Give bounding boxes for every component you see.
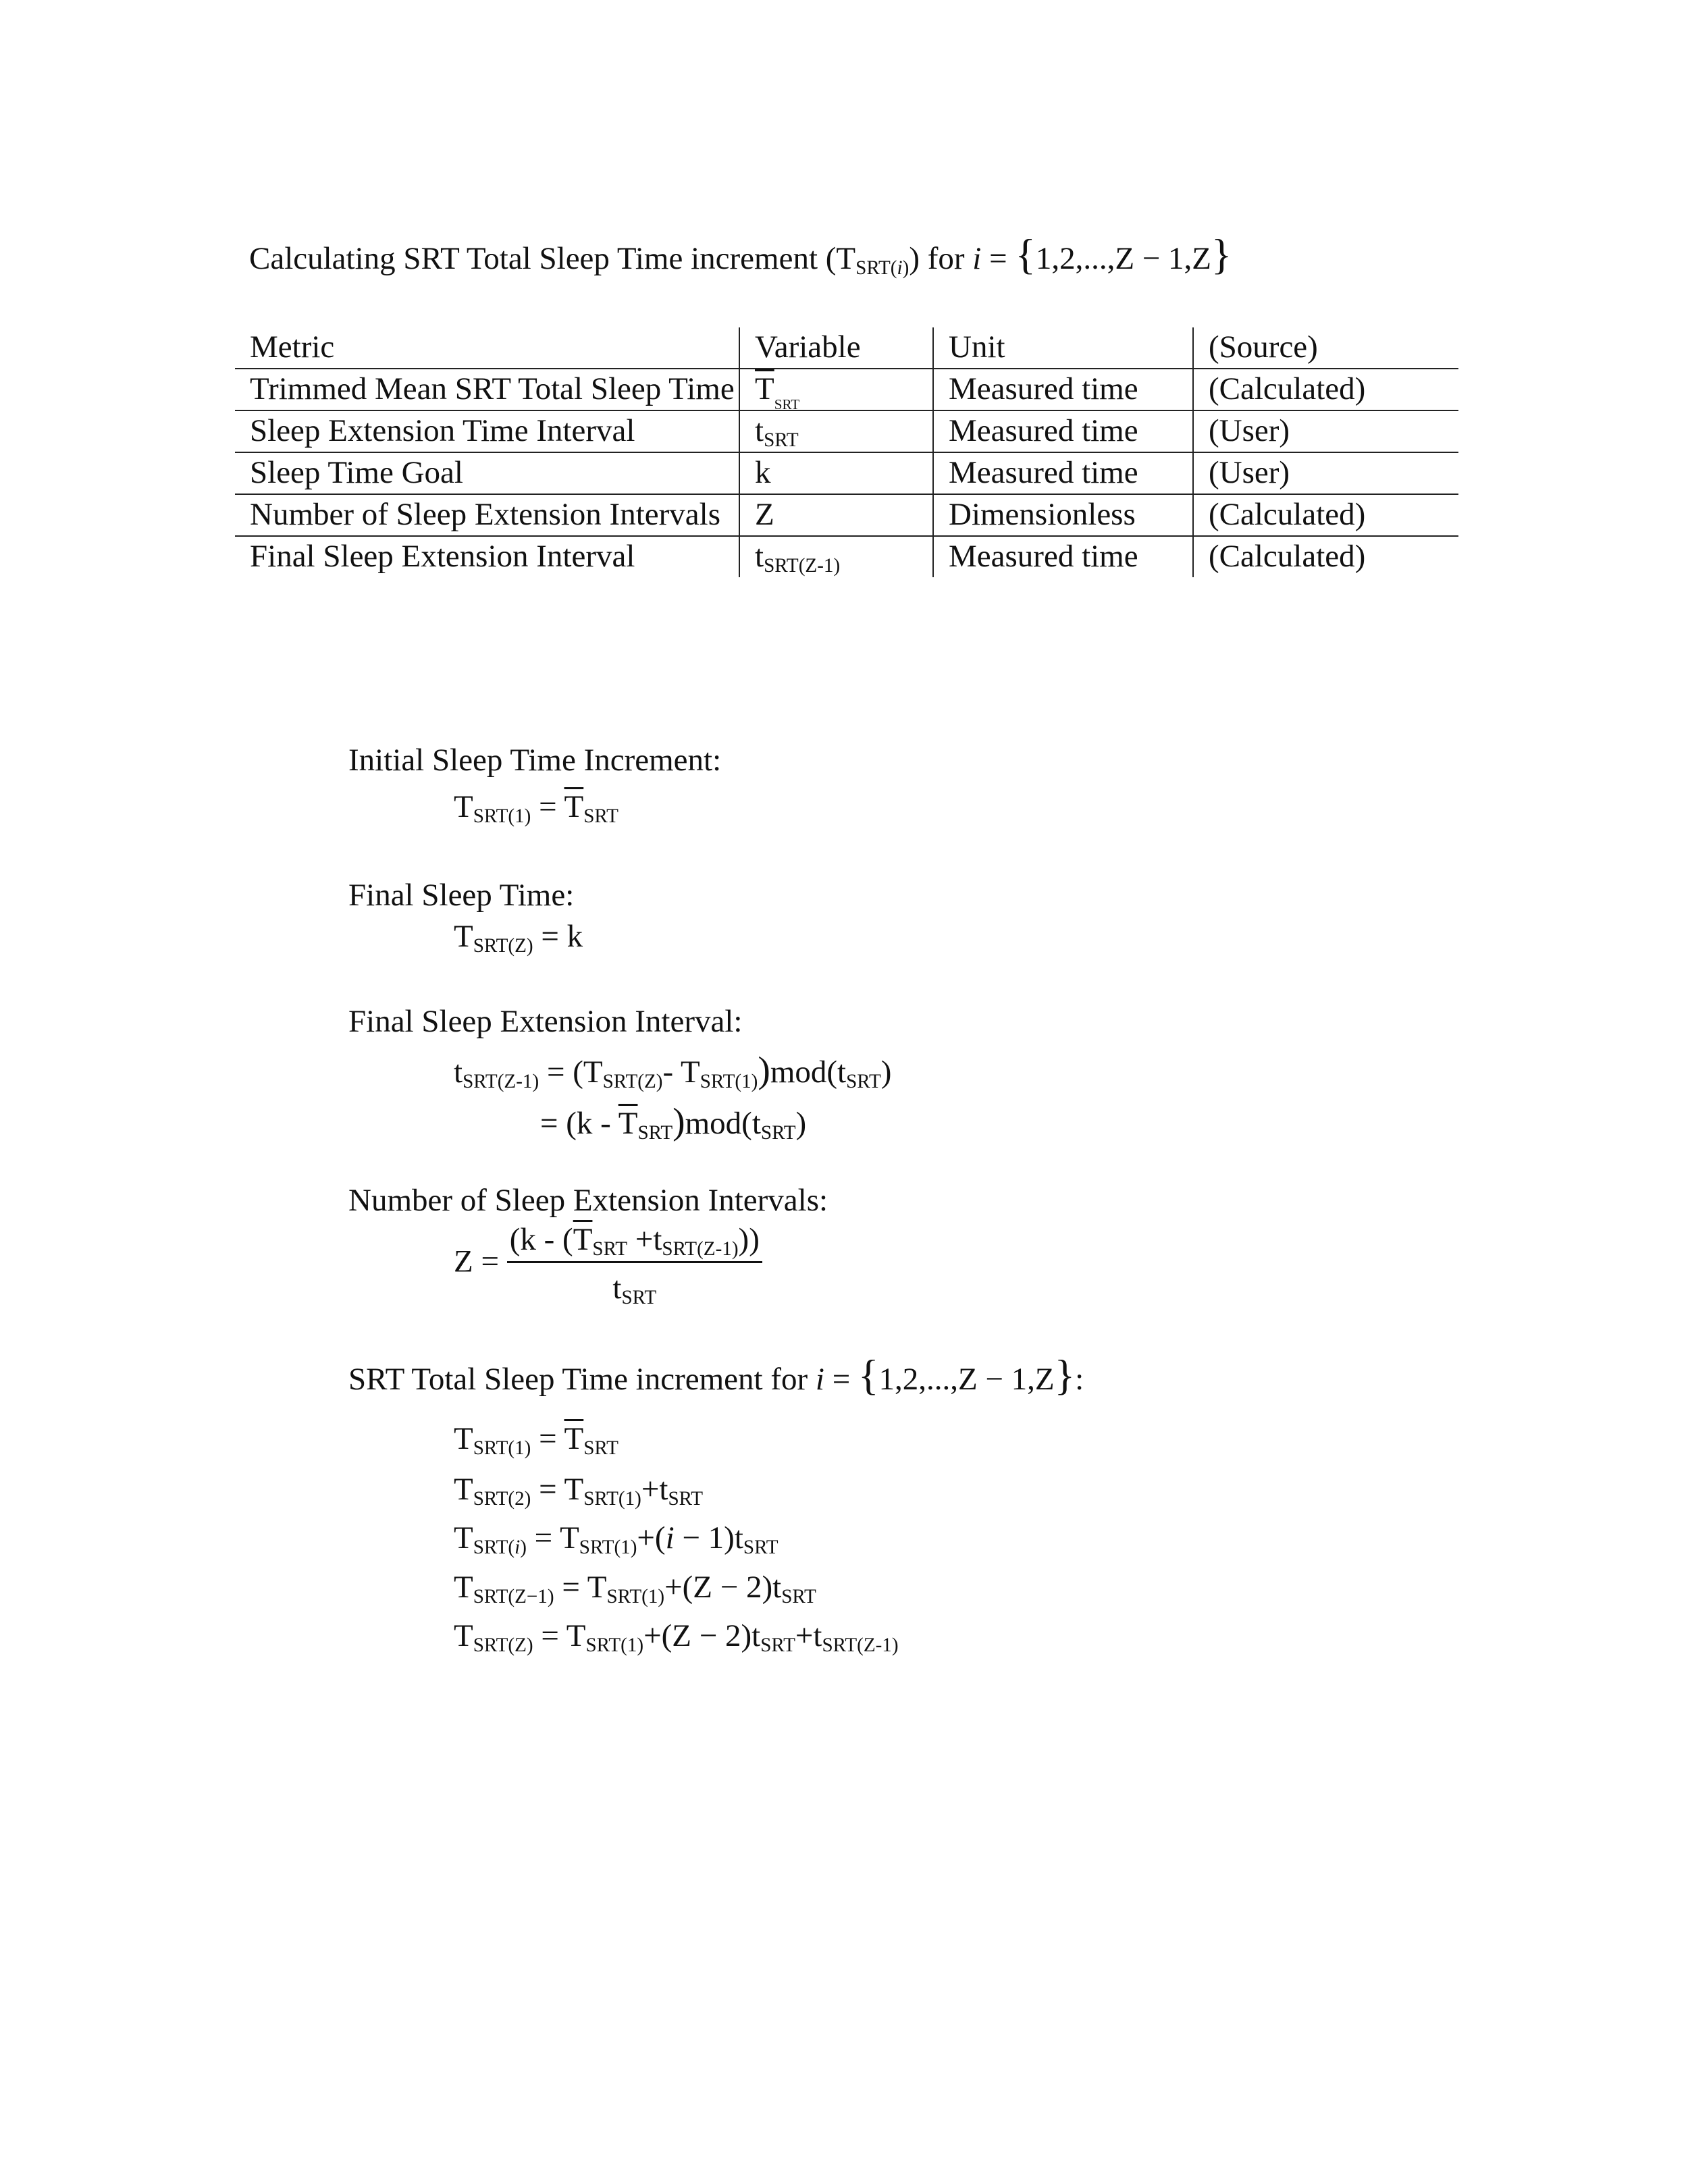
var-sym: $\overline{T}$: [755, 371, 774, 406]
op-eq: =: [473, 1244, 507, 1279]
header-metric: Metric: [235, 327, 739, 369]
paren-close: ): [795, 1106, 807, 1141]
section-heading-final-time: Final Sleep Time:: [348, 878, 575, 913]
table-header-row: [235, 327, 1458, 369]
var-sym: t: [755, 413, 764, 448]
paren-open: (: [573, 1055, 583, 1090]
equation-increment-2: [454, 1472, 704, 1510]
row-source: (Calculated): [1193, 494, 1458, 536]
var-sub: SRT(Z-1): [764, 555, 841, 577]
sub-srtzm1: SRT(Z−1): [473, 1586, 554, 1608]
sym-T: T: [454, 1520, 473, 1555]
sym-t: t: [837, 1055, 847, 1090]
row-metric: Number of Sleep Extension Intervals: [235, 494, 739, 536]
sym-T-bar: $\overline{T}$: [564, 1421, 584, 1456]
equation-increment-i: [454, 1520, 779, 1559]
section-heading-increment: [348, 1351, 1084, 1399]
row-variable: [739, 452, 933, 494]
sym-T: T: [566, 1618, 586, 1653]
sym-i: i: [665, 1520, 675, 1555]
title-set-var: i: [972, 241, 982, 276]
sym-t: t: [813, 1618, 822, 1653]
variable-symbol: [755, 413, 799, 452]
equation-increment-z: [454, 1618, 899, 1657]
op-eq: =: [531, 789, 564, 824]
paren-close-double: )): [738, 1222, 760, 1257]
coef-open: (: [654, 1520, 666, 1555]
op-eq: =: [539, 1055, 573, 1090]
fraction-numerator: [507, 1224, 762, 1263]
var-sym: Z: [755, 497, 774, 532]
op-plus: +: [643, 1618, 662, 1653]
row-metric: Final Sleep Extension Interval: [250, 539, 635, 574]
op-mod: mod: [770, 1055, 827, 1090]
paren-open: (: [741, 1106, 752, 1141]
sub-srt: SRT: [621, 1287, 657, 1309]
sym-Z: Z: [454, 1244, 473, 1279]
row-metric: Sleep Time Goal: [235, 452, 739, 494]
coef-im1: − 1): [674, 1520, 735, 1555]
sub-srt: SRT: [743, 1537, 779, 1559]
sym-T-bar: $\overline{T}$: [573, 1222, 593, 1257]
op-plus: +: [641, 1472, 660, 1507]
title-sub-i: i: [897, 257, 903, 279]
sym-t: t: [659, 1472, 668, 1507]
sym-T-bar: $\overline{T}$: [564, 789, 584, 824]
equation-initial: [454, 789, 618, 828]
op-eq: =: [533, 1618, 566, 1653]
sym-t: t: [653, 1222, 662, 1257]
var-sym: k: [755, 455, 771, 490]
row-unit: Measured time: [933, 369, 1193, 410]
sym-t: t: [612, 1271, 622, 1306]
variable-symbol: [755, 539, 841, 577]
title-index-set: [972, 230, 1232, 278]
section-heading-num-intervals: Number of Sleep Extension Intervals:: [348, 1183, 828, 1218]
row-metric: Trimmed Mean SRT Total Sleep Time: [235, 369, 739, 410]
title-lead: Calculating SRT Total Sleep Time increment (: [249, 241, 837, 276]
op-eq: =: [554, 1570, 587, 1605]
sub-srtz: SRT(Z): [473, 935, 533, 957]
var-sub: SRT: [774, 396, 800, 412]
title-set-open: {: [1015, 230, 1036, 278]
sub-srti-pre: SRT(: [473, 1537, 515, 1559]
sym-t: t: [734, 1520, 743, 1555]
sym-T: T: [454, 919, 473, 954]
sub-srt2: SRT(2): [473, 1488, 531, 1510]
paren-close: ): [758, 1049, 770, 1090]
sub-srt1: SRT(1): [585, 1634, 644, 1657]
sub-srt1: SRT(1): [583, 1488, 641, 1510]
sub-srt1: SRT(1): [473, 1437, 531, 1460]
sym-T: T: [454, 1472, 473, 1507]
sub-srt: SRT: [781, 1586, 816, 1608]
op-eq: =: [540, 1106, 566, 1141]
equation-increment-1: [454, 1421, 618, 1460]
increment-heading-text: SRT Total Sleep Time increment for: [348, 1362, 808, 1397]
sub-srti-post: ): [520, 1537, 527, 1559]
title-set-close: }: [1211, 230, 1232, 278]
row-variable: [739, 369, 933, 410]
sub-srt: SRT: [760, 1122, 796, 1144]
paren-close: ): [672, 1100, 685, 1142]
set-close: }: [1054, 1351, 1076, 1399]
row-source: (Calculated): [1193, 369, 1458, 410]
sym-T: T: [454, 1618, 473, 1653]
variable-symbol: [755, 371, 800, 412]
row-unit: Dimensionless: [933, 494, 1193, 536]
var-sub: SRT: [764, 429, 799, 452]
sym-t: t: [751, 1618, 761, 1653]
fraction-denominator: [507, 1263, 762, 1309]
sub-srt: SRT: [637, 1122, 673, 1144]
set-var: i: [815, 1362, 824, 1397]
increment-index-set: [815, 1351, 1076, 1399]
header-variable: Variable: [739, 327, 933, 369]
paren-close: ): [880, 1055, 892, 1090]
table-row: [235, 536, 1458, 577]
section-heading-initial: Initial Sleep Time Increment:: [348, 743, 722, 778]
var-sym: t: [755, 539, 764, 574]
sym-T: T: [583, 1055, 603, 1090]
row-source: (Calculated): [1193, 536, 1458, 577]
sym-T: T: [681, 1055, 700, 1090]
k-minus-outer: (k - (: [509, 1222, 573, 1257]
row-source: (User): [1193, 410, 1458, 452]
equation-final-interval-2: [540, 1100, 807, 1144]
sub-srt: SRT: [583, 1437, 618, 1460]
sub-srt: SRT: [592, 1238, 628, 1260]
sub-srt1: SRT(1): [473, 805, 531, 828]
op-plus: +: [635, 1222, 654, 1257]
sym-t: t: [751, 1106, 761, 1141]
sub-srtz: SRT(Z): [602, 1071, 663, 1093]
row-unit: Measured time: [933, 410, 1193, 452]
table-row: [235, 410, 1458, 452]
sym-T: T: [564, 1472, 584, 1507]
sub-srt: SRT: [583, 805, 618, 828]
sym-T: T: [587, 1570, 607, 1605]
sub-srt: SRT: [846, 1071, 881, 1093]
row-source: (User): [1193, 452, 1458, 494]
op-plus: +: [795, 1618, 814, 1653]
equation-increment-zm1: [454, 1570, 816, 1608]
sym-t: t: [772, 1570, 782, 1605]
op-mod: mod: [685, 1106, 742, 1141]
sub-srt1: SRT(1): [579, 1537, 637, 1559]
table-row: [235, 369, 1458, 410]
header-source: (Source): [1193, 327, 1458, 369]
paren-open: (: [826, 1055, 838, 1090]
set-body: 1,2,...,Z − 1,Z: [878, 1362, 1055, 1397]
header-unit: Unit: [933, 327, 1193, 369]
sym-T: T: [454, 1570, 473, 1605]
table-row: [235, 452, 1458, 494]
op-eq: =: [533, 919, 567, 954]
title-set-eq: =: [981, 241, 1016, 276]
op-eq: =: [531, 1421, 564, 1456]
sub-srtzm1: SRT(Z-1): [822, 1634, 899, 1657]
increment-colon: :: [1075, 1362, 1084, 1397]
equation-num-intervals: [454, 1222, 762, 1309]
op-minus: -: [662, 1055, 674, 1090]
sym-T-bar: $\overline{T}$: [618, 1106, 638, 1141]
coef-zm2: (Z − 2): [661, 1618, 752, 1653]
sym-k: k: [566, 919, 583, 954]
title-set-body: 1,2,...,Z − 1,Z: [1035, 241, 1211, 276]
op-eq: =: [526, 1520, 560, 1555]
title-sub: SRT(: [855, 257, 897, 279]
sub-srtzm1: SRT(Z-1): [662, 1238, 739, 1260]
coef-zm2: (Z − 2): [682, 1570, 773, 1605]
row-variable: [739, 536, 933, 577]
sub-srt1: SRT(1): [606, 1586, 665, 1608]
row-unit: Measured time: [933, 452, 1193, 494]
sub-srtzm1: SRT(Z-1): [463, 1071, 539, 1093]
sym-t: t: [454, 1055, 463, 1090]
sym-T: T: [454, 1421, 473, 1456]
title-tail: ) for: [909, 241, 965, 276]
sub-srt: SRT: [760, 1634, 795, 1657]
op-plus: +: [637, 1520, 655, 1555]
page-title: [249, 230, 1232, 279]
equation-final-interval-1: [454, 1049, 892, 1093]
table-row: [235, 494, 1458, 536]
set-open: {: [858, 1351, 879, 1399]
title-sym: T: [836, 241, 856, 276]
section-heading-final-interval: Final Sleep Extension Interval:: [348, 1004, 743, 1039]
sym-T: T: [560, 1520, 579, 1555]
sub-srtz: SRT(Z): [473, 1634, 533, 1657]
sym-i: i: [515, 1537, 521, 1559]
sub-srt1: SRT(1): [700, 1071, 758, 1093]
k-minus: (k -: [566, 1106, 618, 1141]
op-eq: =: [531, 1472, 564, 1507]
equation-final-time: [454, 919, 583, 957]
sub-srt: SRT: [668, 1488, 704, 1510]
row-metric: Sleep Extension Time Interval: [235, 410, 739, 452]
metrics-table: [235, 327, 1458, 577]
row-variable: [739, 410, 933, 452]
set-eq: =: [824, 1362, 858, 1397]
title-sub-close: ): [902, 257, 909, 279]
row-unit: Measured time: [933, 536, 1193, 577]
title-symbol: [836, 241, 909, 279]
fraction: [507, 1222, 762, 1309]
row-variable: [739, 494, 933, 536]
op-plus: +: [664, 1570, 683, 1605]
sym-T: T: [454, 789, 473, 824]
